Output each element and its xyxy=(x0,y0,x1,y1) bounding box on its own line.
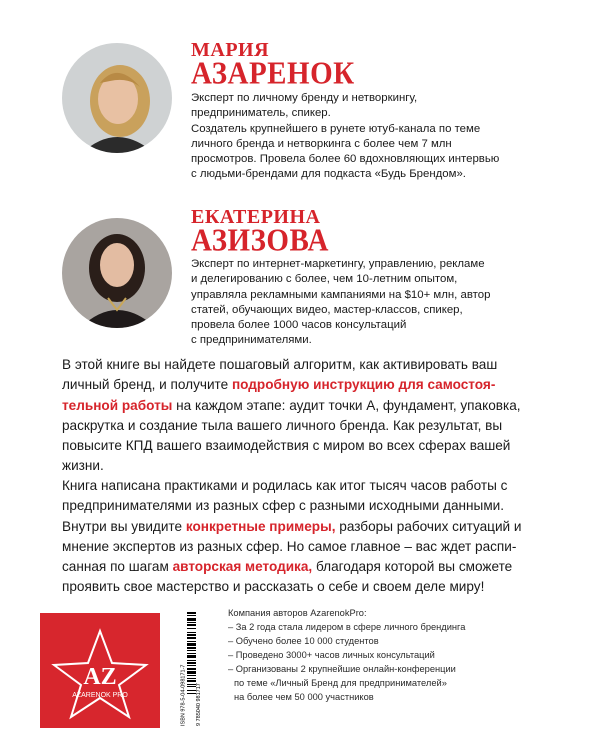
highlight: подробную инструкцию для самостоя- xyxy=(231,377,496,393)
text-line: раскрутка и создание тыла вашего личного бренда. Как результат, вы xyxy=(62,417,503,433)
barcode-bar xyxy=(187,643,196,646)
fact-item: на более чем 50 000 участников xyxy=(234,692,374,702)
barcode-bar xyxy=(187,655,196,658)
barcode-bar xyxy=(187,624,196,626)
barcode-bar xyxy=(187,662,196,664)
text-line: В этой книге вы найдете пошаговый алгоритм, как активировать ваш xyxy=(62,357,498,372)
barcode-bar xyxy=(187,665,196,666)
bio-line: статей, обучающих видео, мастер-классов, спикер, xyxy=(191,303,463,316)
barcode-bar xyxy=(187,637,196,639)
fact-item: – Организованы 2 крупнейшие онлайн-конференции xyxy=(228,664,456,674)
text-line: проявить свое мастерство и рассказать о себе и своем деле миру! xyxy=(62,579,485,595)
barcode-bar xyxy=(187,650,196,651)
barcode-bar xyxy=(187,647,196,649)
author2-last-name: АЗИЗОВА xyxy=(191,222,329,258)
barcode-digits: 9 785040 981717 xyxy=(196,683,202,726)
barcode-bar xyxy=(187,671,196,674)
text-line: личный бренд, и получите подробную инструкцию для самостоя- xyxy=(62,377,496,393)
text-line: предпринимателями из разных сфер с разными исходными данными. xyxy=(62,498,505,514)
author2-photo xyxy=(62,218,172,328)
bio-line: управляла рекламными кампаниями на $10+ млн, автор xyxy=(191,288,491,301)
highlight: конкретные примеры, xyxy=(185,518,336,534)
fact-item: – Обучено более 10 000 студентов xyxy=(228,636,379,646)
bio-line: Эксперт по личному бренду и нетворкингу, xyxy=(191,92,418,104)
bio-line: личного бренда и нетворкинга с более чем 7 млн xyxy=(191,137,452,150)
isbn-text: ISBN 978-5-04-098171-7 xyxy=(180,664,187,726)
author2-bio xyxy=(191,257,551,349)
facts-title: Компания авторов AzarenokPro: xyxy=(228,608,367,618)
text-line: жизни. xyxy=(62,458,104,474)
barcode-bar xyxy=(187,668,196,670)
barcode-bar xyxy=(187,678,196,679)
barcode-bar xyxy=(187,690,196,691)
author1-last-name: АЗАРЕНОК xyxy=(191,55,355,91)
author2-first-name: ЕКАТЕРИНА xyxy=(191,206,321,228)
barcode-bar xyxy=(187,660,196,661)
fact-item: – Проведено 3000+ часов личных консультаций xyxy=(228,650,435,660)
highlight: авторская методика, xyxy=(172,559,313,575)
highlight: тельной работы xyxy=(62,397,173,413)
barcode-bar xyxy=(187,615,196,616)
bio-line: с предпринимателями. xyxy=(191,334,312,347)
bio-line: с людьми-брендами для подкаста «Будь Брендом». xyxy=(191,168,466,181)
barcode-bar xyxy=(187,684,196,685)
barcode-bar xyxy=(187,680,196,682)
barcode-bar xyxy=(187,634,196,636)
barcode-bar xyxy=(187,632,196,633)
badge-label: AZARENOK PRO xyxy=(72,692,128,699)
description-paragraph-2 xyxy=(62,476,582,598)
bio-line: Эксперт по интернет-маркетингу, управлению, рекламе xyxy=(191,258,485,270)
bio-line: просмотров. Провела более 60 вдохновляющих интервью xyxy=(191,153,500,166)
author1-bio xyxy=(191,91,551,183)
barcode-bar xyxy=(187,641,196,642)
fact-item: – За 2 года стала лидером в сфере личного брендинга xyxy=(228,622,466,632)
bio-line: и делегированию с более, чем 10-летним опытом, xyxy=(191,273,458,286)
description-paragraph-1 xyxy=(62,355,582,477)
bio-line: Создатель крупнейшего в рунете ютуб-канала по теме xyxy=(191,122,481,135)
text-line: Внутри вы увидите конкретные примеры, разборы рабочих ситуаций и xyxy=(62,518,522,534)
author1-photo xyxy=(62,43,172,153)
bio-line: предприниматель, спикер. xyxy=(191,107,331,120)
text-line: тельной работы на каждом этапе: аудит точки А, фундамент, упаковка, xyxy=(62,397,521,413)
fact-item: по теме «Личный Бренд для предпринимателей» xyxy=(234,678,447,688)
text-line: повысите КПД вашего взаимодействия с миром во всех сферах вашей xyxy=(62,438,511,454)
barcode-bar xyxy=(187,675,196,676)
isbn-barcode xyxy=(180,608,202,730)
barcode-bar xyxy=(187,686,196,687)
barcode-bar xyxy=(187,653,196,654)
company-facts xyxy=(228,606,465,704)
barcode-bar xyxy=(187,628,196,629)
barcode-bar xyxy=(187,612,196,614)
bio-line: провела более 1000 часов консультаций xyxy=(191,319,407,332)
author1-first-name: МАРИЯ xyxy=(191,39,270,61)
badge-logo: AZ xyxy=(83,664,117,690)
azarenok-pro-badge xyxy=(40,613,160,728)
text-line: санная по шагам авторская методика, благодаря которой вы сможете xyxy=(62,559,513,575)
barcode-bar xyxy=(187,622,196,623)
barcode-bar xyxy=(187,618,196,621)
text-line: Книга написана практиками и родилась как итог тысяч часов работы с xyxy=(62,478,508,493)
barcode-bar xyxy=(187,693,196,694)
text-line: мнение экспертов из разных сфер. Но самое главное – вас ждет распи- xyxy=(62,538,517,554)
